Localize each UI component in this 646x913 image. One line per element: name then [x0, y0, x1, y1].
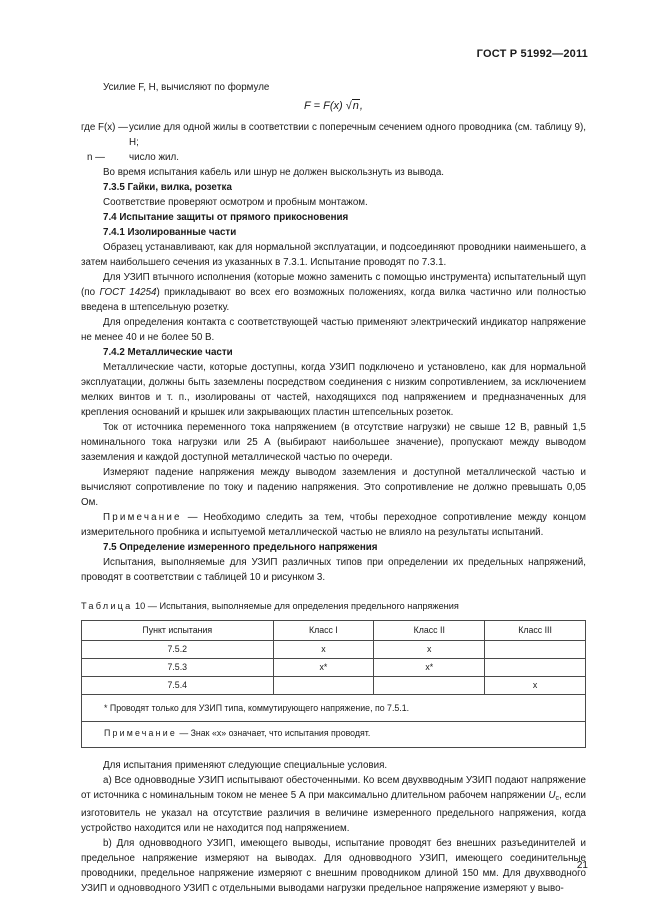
table-cell: x	[374, 641, 485, 659]
definitions-list	[81, 120, 586, 165]
paragraph: Ток от источника переменного тока напряжением (в отсутствие нагрузки) не свыше 12 В, равный 1,5 номинального тока нагрузки или 25 А (выбирают наибольшее значение), пропускают между выводом заземления и каждой доступной металлической частью по очереди.	[81, 422, 586, 463]
paragraph: Во время испытания кабель или шнур не должен выскользнуть из вывода.	[103, 167, 444, 178]
table-cell	[273, 677, 374, 695]
table-cell	[485, 641, 586, 659]
table-caption-text: 10 — Испытания, выполняемые для определения предельного напряжения	[132, 601, 459, 611]
formula-eq: =	[313, 100, 321, 112]
sqrt-icon: √	[345, 100, 352, 112]
column-header: Класс II	[374, 621, 485, 641]
paragraph: Образец устанавливают, как для нормальной эксплуатации, и подсоединяют проводники наименьшего, а затем наибольшего сечения из указанных в 7.3.1. Испытание проводят по 7.3.1.	[81, 242, 586, 268]
table-cell	[374, 677, 485, 695]
table-row	[82, 677, 586, 695]
force-formula-intro: Усилие F, Н, вычисляют по формуле	[103, 82, 270, 93]
paragraph	[81, 270, 586, 315]
tests-table	[81, 620, 586, 748]
paragraph: Для определения контакта с соответствующей частью применяют электрический индикатор напряжение не менее 40 и не более 50 В.	[81, 317, 586, 343]
table-row	[82, 659, 586, 677]
formula-tail: ,	[359, 100, 363, 112]
table-footnote-row	[82, 695, 586, 722]
column-header: Класс I	[273, 621, 374, 641]
definition-item	[81, 120, 586, 150]
force-formula	[81, 99, 586, 114]
table-note	[82, 722, 586, 748]
section-heading: 7.3.5 Гайки, вилка, розетка	[103, 182, 232, 193]
voltage-subscript: c	[555, 795, 559, 802]
paragraph: Соответствие проверяют осмотром и пробным монтажом.	[103, 197, 368, 208]
definition-text: усилие для одной жилы в соответствии с поперечным сечением одного проводника (см. таблицу 9), Н;	[129, 122, 586, 148]
table-note-label: Примечание	[104, 728, 177, 738]
table-note-text: — Знак «x» означает, что испытания проводят.	[176, 728, 371, 738]
paragraph-part: Для УЗИП втычного исполнения (которые можно заменить с помощью инструмента) испытательный щуп (по	[81, 272, 586, 298]
definition-text: число жил.	[129, 152, 179, 163]
definition-term: где F(x) —	[81, 122, 128, 133]
voltage-symbol: U	[548, 790, 556, 801]
note-text: — Необходимо следить за тем, чтобы переходное сопротивление между концом измерительного пробника и испытуемой металлической частью не влияло на результаты испытаний.	[81, 512, 586, 538]
note	[81, 510, 586, 540]
section-heading: 7.4.1 Изолированные части	[103, 227, 237, 238]
table-header-row	[82, 621, 586, 641]
page-content	[81, 80, 586, 896]
standard-number: ГОСТ Р 51992—2011	[476, 48, 588, 60]
definition-item	[81, 150, 586, 165]
table-cell: 7.5.2	[82, 641, 274, 659]
section-heading: 7.5 Определение измеренного предельного напряжения	[103, 542, 378, 553]
paragraph-part: , если изготовитель не указал на отсутствие различия в величине измеренного предельного напряжения, когда устройство находится или не находится под напряжением.	[81, 790, 587, 834]
table-cell	[485, 659, 586, 677]
table-cell: x*	[374, 659, 485, 677]
table-footnote: * Проводят только для УЗИП типа, коммутирующего напряжение, по 7.5.1.	[82, 695, 586, 722]
table-note-row	[82, 722, 586, 748]
page-number: 21	[576, 860, 588, 871]
table-caption	[81, 599, 586, 614]
table-cell: x*	[273, 659, 374, 677]
table-row	[82, 641, 586, 659]
formula-radicand: n	[352, 100, 359, 112]
paragraph-part: ) прикладывают во всех его возможных положениях, когда вилка частично или полностью введена в штепсельную розетку.	[81, 287, 586, 313]
paragraph: Металлические части, которые доступны, когда УЗИП подключено и установлено, как для нормальной эксплуатации, должны быть заземлены посредством соединения с низким сопротивлением, за исключением мелких винтов и т. п., изолированы от частей, находящихся под напряжением и предназначенных для крепления оснований и крышек или закрывающих пластин штепсельных розеток.	[81, 362, 586, 418]
paragraph: Испытания, выполняемые для УЗИП различных типов при определении их предельных напряжений, проводят в соответствии с таблицей 10 и рисунком 3.	[81, 557, 586, 583]
note-label: Примечание	[103, 512, 182, 523]
table-caption-label: Таблица	[81, 601, 133, 611]
standard-reference: ГОСТ 14254	[99, 287, 157, 298]
column-header: Пункт испытания	[82, 621, 274, 641]
definition-term: n —	[87, 152, 105, 163]
paragraph: Для испытания применяют следующие специальные условия.	[103, 760, 388, 771]
table-cell: 7.5.3	[82, 659, 274, 677]
section-heading: 7.4.2 Металлические части	[103, 347, 233, 358]
table-cell: 7.5.4	[82, 677, 274, 695]
formula-left: F	[304, 100, 311, 112]
paragraph-part: a) Все одновводные УЗИП испытывают обесточенными. Ко всем двухвводным УЗИП подают напряжение от источника с номинальным током не менее 5 А при максимально длительном рабочем напряжении	[81, 775, 586, 801]
paragraph: Измеряют падение напряжения между выводом заземления и доступной металлической частью и вычисляют сопротивление по току и падению напряжения. Это сопротивление не должно превышать 0,05 Ом.	[81, 467, 586, 508]
column-header: Класс III	[485, 621, 586, 641]
formula-func: F(x)	[323, 100, 343, 112]
table-cell: x	[273, 641, 374, 659]
paragraph: b) Для одновводного УЗИП, имеющего выводы, испытание проводят без внешних разъединителей и предельное напряжение измеряют на выводах. Для одновводного УЗИП, имеющего соединительные проводники, предельное напряжение измеряют с внешним проводником длиной 150 мм. Для двухвводного УЗИП и одновводного УЗИП с отдельными выводами нагрузки предельное напряжение измеряют у выво-	[81, 838, 586, 894]
paragraph	[81, 773, 586, 836]
table-cell: x	[485, 677, 586, 695]
section-heading: 7.4 Испытание защиты от прямого прикосновения	[103, 212, 349, 223]
